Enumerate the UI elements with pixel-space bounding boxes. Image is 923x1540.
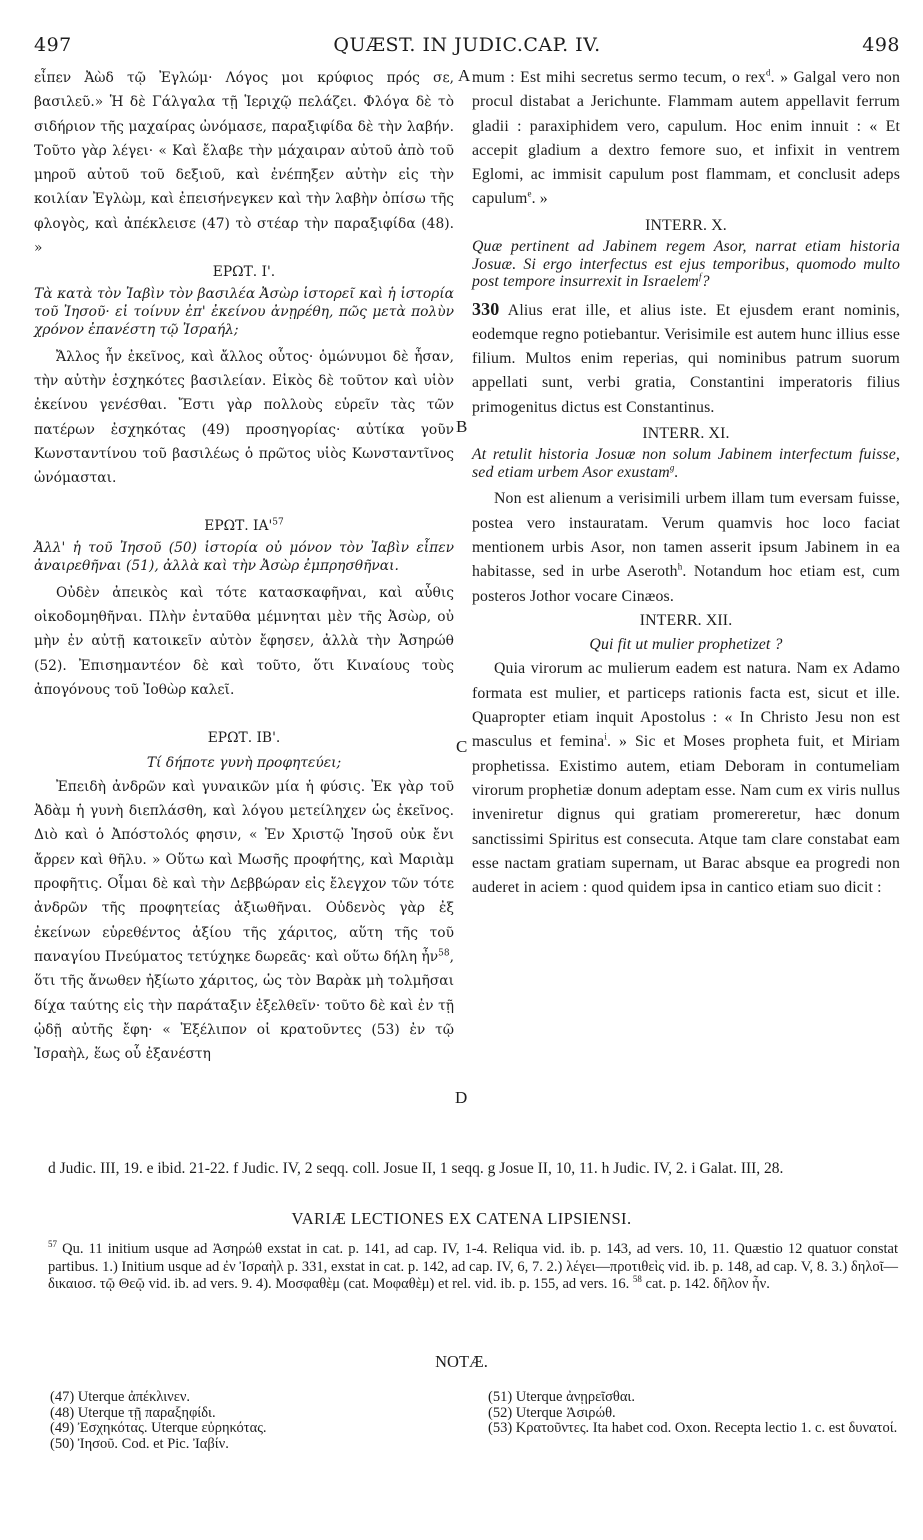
answer-text: . » Sic et Moses propheta fuit, et Miriam prophetissa. Existimo autem, etiam Deboram in contumeliam virorum prophetiæ donum adeptam esse. Nam cum ex viris nullus inveniretur dignus qui gratiam promereretur, hæc donum sanctissimi Spiritus est consecuta. Atque tam clare constabat eam esse nactam gratiam supernam, ut Barac absque ea progredi non auderet in aciem : quod quidem ipsa in cantico etiam suo dicit : bbox=[472, 733, 900, 897]
latin-answer bbox=[472, 657, 900, 900]
margin-letter-c: C bbox=[456, 737, 468, 756]
answer-text: Ἐπειδὴ ἀνδρῶν καὶ γυναικῶν μία ἡ φύσις. Ἐκ γὰρ τοῦ Ἀδὰμ ἡ γυνὴ διεπλάσθη, καὶ λόγου μετείληχεν ὡς ἐκεῖνος. Διὸ καὶ ὁ Ἀπόστολός φησιν, « Ἐν Χριστῷ Ἰησοῦ οὐκ ἔνι ἄρρεν καὶ θῆλυ. » Οὕτω καὶ Μωσῆς προφήτης, καὶ Μαριὰμ προφῆτις. Οἶμαι δὲ καὶ τὴν Δεββώραν εἰς ἔλεγχον τῶν τότε ἀνδρῶν τῆς προφητείας ἀξιωθῆναι. Οὐδενὸς γὰρ ἐξ ἐκείνων εὑρεθέντος ἀξίου τῆς χάριτος, αὕτη τῆς τοῦ παναγίου Πνεύματος τετύχηκε δωρεᾶς· καὶ οὕτω δήλη ἦν bbox=[34, 778, 454, 965]
running-header bbox=[34, 34, 900, 58]
greek-question: Ἀλλ' ἡ τοῦ Ἰησοῦ (50) ἱστορία οὐ μόνον τὸν Ἰαβὶν εἶπεν ἀναιρεθῆναι (51), ἀλλὰ καὶ τὴν Ἀσὼρ ἐμπρησθῆναι. bbox=[34, 539, 454, 574]
column-number: 330 bbox=[472, 298, 500, 319]
latin-question: Qui fit ut mulier prophetizet ? bbox=[589, 636, 783, 654]
footnote-ref: e bbox=[527, 189, 532, 200]
variae-text: cat. p. 142. δῆλον ἦν. bbox=[645, 1276, 770, 1292]
greek-answer: Οὐδὲν ἀπεικὸς καὶ τότε κατασκαφῆναι, καὶ αὖθις οἰκοδομηθῆναι. Πλὴν ἐνταῦθα μέμνηται μὲν τῆς Ἀσὼρ, οὐ μὴν ἐν αὐτῇ κατοικεῖν αὐτὸν ἔφησεν, ἀλλὰ τὴν Ἀσηρώθ (52). Ἐπισημαντέον δὲ καὶ τοῦτο, ὅτι Κιναίους τοὺς ἀπογόνους τοῦ Ἰοθὼρ καλεῖ. bbox=[34, 584, 454, 698]
footnote-ref: 58 bbox=[438, 948, 450, 959]
latin-answer bbox=[472, 487, 900, 608]
margin-letter-d: D bbox=[455, 1088, 468, 1107]
answer-text: , ὅτι τῆς ἄνωθεν ἠξίωτο χάριτος, ὡς τὸν Βαρὰκ μὴ τολμῆσαι δίχα ταύτης εἰς τὴν παράταξιν ἐξελθεῖν· τοῦτο δὲ καὶ ἐν τῇ ᾠδῇ αὐτῆς ἔφη· « Ἐξέλιπον οἱ κρατοῦντες (53) ἐν τῷ Ἰσραὴλ, ἕως οὗ ἐξανέστη bbox=[34, 948, 454, 1063]
margin-letter-b: B bbox=[456, 417, 468, 436]
latin-question-heading: INTERR. XII. bbox=[639, 611, 733, 629]
footnote-ref: i bbox=[604, 732, 607, 743]
page-number-right: 498 bbox=[862, 34, 900, 56]
paragraph-text: mum : Est mihi secretus sermo tecum, o rex bbox=[472, 69, 766, 86]
paragraph-text: . » Galgal vero non procul distabat a Jerichunte. Flammam autem appellavit ferrum gladii : paraxiphidem vero, capulum. Hoc enim innuit : « Et accepit gladium a dextro femore suo, et infixit in ventrem Eglomi, ac immisit capulum post flammam, et conclusit adeps capulum bbox=[472, 69, 900, 208]
running-title: QUÆST. IN JUDIC.CAP. IV. bbox=[333, 34, 601, 56]
latin-question bbox=[472, 238, 900, 291]
answer-text: Quia virorum ac mulierum eadem est natura. Nam ex Adamo formata est mulier, et particeps rationis facta est, sicut et ille. Quapropter etiam inquit Apostolus : « In Christo Jesu non est masculus et femina bbox=[472, 660, 900, 751]
question-text: ? bbox=[701, 273, 710, 291]
paragraph-text: . » bbox=[531, 190, 548, 208]
latin-column bbox=[472, 66, 900, 900]
latin-question-heading: INTERR. X. bbox=[645, 216, 727, 234]
greek-column bbox=[34, 66, 454, 1066]
footnote-ref: 57 bbox=[272, 517, 284, 528]
note-item: (50) Ἰησοῦ. Cod. et Pic. Ἰαβίν. bbox=[50, 1435, 229, 1452]
footnote-ref: h bbox=[677, 561, 683, 572]
greek-question-heading: ΕΡΩΤ. Ι'. bbox=[212, 264, 276, 281]
margin-letter-a: A bbox=[458, 66, 471, 85]
footnote-ref: g bbox=[669, 462, 675, 473]
greek-paragraph: εἶπεν Ἀὼδ τῷ Ἐγλώμ· Λόγος μοι κρύφιος πρός σε, βασιλεῦ.» Ἡ δὲ Γάλγαλα τῇ Ἱεριχῷ πελάζει. Φλόγα δὲ τὸ σιδήριον τῆς μαχαίρας ὠνόμασε, παραξιφίδα δὲ τὴν λαβήν. Τοῦτο γὰρ λέγει· « Καὶ ἔλαβε τὴν μάχαιραν αὐτοῦ ἀπὸ τοῦ μηροῦ αὐτοῦ τοῦ δεξιοῦ, καὶ ἐνέπηξεν αὐτὴν εἰς τὴν κοιλίαν Ἐγλὼμ, καὶ ἐπεισήνεγκεν καὶ τὴν λαβὴν ὀπίσω τῆς φλογὸς, καὶ ἀπέκλεισε (47) τὸ στέαρ τὴν παραξιφίδα (48). » bbox=[34, 70, 454, 257]
question-text: . bbox=[674, 463, 679, 481]
greek-answer bbox=[34, 775, 454, 1067]
answer-text: Non est alienum a verisimili urbem illam tum eversam fuisse, postea vero instauratam. Verum quamvis hoc loco faciat mentionem urbis Asor, non tamen asserit ipsum Jabinem in ea habitasse, sed in urbe Aseroth bbox=[472, 490, 900, 581]
scripture-footnotes: d Judic. III, 19. e ibid. 21-22. f Judic. IV, 2 seqq. coll. Josue II, 1 seqq. g Josue II, 10, 11. h Judic. IV, 2. i Galat. III, 28. bbox=[48, 1160, 784, 1177]
question-text: Quæ pertinent ad Jabinem regem Asor, narrat etiam historia Josuæ. Si ergo interfectus est ejus temporibus, quomodo multo post tempore insurrexit in Israelem bbox=[472, 238, 900, 291]
note-item: (49) Ἐσχηκότας. Uterque εὐρηκότας. bbox=[50, 1420, 267, 1437]
greek-answer: Ἄλλος ἦν ἐκεῖνος, καὶ ἄλλος οὗτος· ὁμώνυμοι δὲ ἦσαν, τὴν αὐτὴν ἐσχηκότες βασιλείαν. Εἰκὸς δὲ τοῦτον καὶ υἱὸν ἐκείνου γενέσθαι. Ἔστι γὰρ πολλοὺς εὑρεῖν τὰς τῶν πατέρων ἐσχηκότας (49) προσηγορίας· αὐτίκα γοῦν Κωνσταντίνου τοῦ βασιλέως ὁ πρῶτος υἱὸς Κωνσταντῖνος ὠνόμασται. bbox=[34, 348, 454, 487]
page-number-left: 497 bbox=[34, 34, 72, 56]
greek-question: Τί δήποτε γυνὴ προφητεύει; bbox=[146, 754, 342, 771]
note-item: (47) Uterque ἀπέκλινεν. bbox=[50, 1389, 191, 1405]
variae-lectiones-text bbox=[48, 1241, 898, 1294]
heading-text: ΕΡΩΤ. ΙΑ' bbox=[204, 518, 273, 535]
notae-left-column bbox=[50, 1390, 450, 1452]
note-item: (52) Uterque Ἀσιρώθ. bbox=[488, 1404, 616, 1421]
latin-answer bbox=[472, 297, 900, 420]
greek-question-heading bbox=[34, 514, 454, 538]
greek-question-heading: ΕΡΩΤ. ΙΒ'. bbox=[207, 730, 281, 747]
variae-lectiones-title: VARIÆ LECTIONES EX CATENA LIPSIENSI. bbox=[291, 1209, 632, 1228]
notae-title: NOTÆ. bbox=[435, 1352, 488, 1371]
latin-paragraph bbox=[472, 66, 900, 212]
latin-question-heading: INTERR. XI. bbox=[642, 425, 730, 443]
footnote-ref: d bbox=[765, 67, 771, 78]
note-item: (51) Uterque ἀνῃρεῖσθαι. bbox=[488, 1389, 635, 1405]
latin-question bbox=[472, 446, 900, 481]
variae-text: Qu. 11 initium usque ad Ἀσηρώθ exstat in cat. p. 141, ad cap. IV, 1-4. Reliqua vid. ib. p. 143, ad vers. 10, 11. Quæstio 12 quatuor constat partibus. 1.) Initium usque ad ἐν Ἰσραὴλ p. 331, exstat in cat. p. 142, ad cap. IV, 6, 7. 2.) λέγει—προτιθεὶς vid. ib. p. 148, ad cap. V, 8. 3.) δηλοῖ—δικαιοσ. τῷ Θεῷ vid. ib. ad vers. 9. 4). Μοσφαθὲμ (cat. Μοφαθὲμ) et rel. vid. ib. p. 155, ad vers. 16. bbox=[48, 1241, 898, 1292]
footnote-ref: 57 bbox=[48, 1239, 57, 1250]
notae-right-column bbox=[488, 1390, 898, 1437]
greek-question: Τὰ κατὰ τὸν Ἰαβὶν τὸν βασιλέα Ἀσὼρ ἱστορεῖ καὶ ἡ ἱστορία τοῦ Ἰησοῦ· εἰ τοίνυν ἐπ' ἐκείνου ἀνῃρέθη, πῶς μετὰ πολὺν χρόνον ἐπανέστη τῷ Ἰσραήλ; bbox=[34, 285, 454, 338]
answer-text: . Notandum hoc etiam est, cum posteros Jothor vocare Cinæos. bbox=[472, 563, 900, 605]
footnote-ref: 58 bbox=[632, 1274, 642, 1285]
question-text: At retulit historia Josuæ non solum Jabinem interfectum fuisse, sed etiam urbem Asor exustam bbox=[472, 446, 900, 481]
answer-text: Alius erat ille, et alius iste. Et ejusdem erant nominis, eodemque regno potiebantur. Verisimile est autem hunc illius esse filium. Multos enim reperias, qui nominibus patrum suorum appellati sunt, verbi gratia, Constantini imperatoris filius primogenitus dictus est Constantinus. bbox=[472, 301, 900, 416]
note-item: (53) Κρατοῦντες. Ita habet cod. Oxon. Recepta lectio 1. c. est δυνατοί. bbox=[488, 1420, 898, 1437]
footnote-ref: f bbox=[698, 271, 702, 282]
note-item: (48) Uterque τῇ παραξηφίδι. bbox=[50, 1404, 216, 1421]
